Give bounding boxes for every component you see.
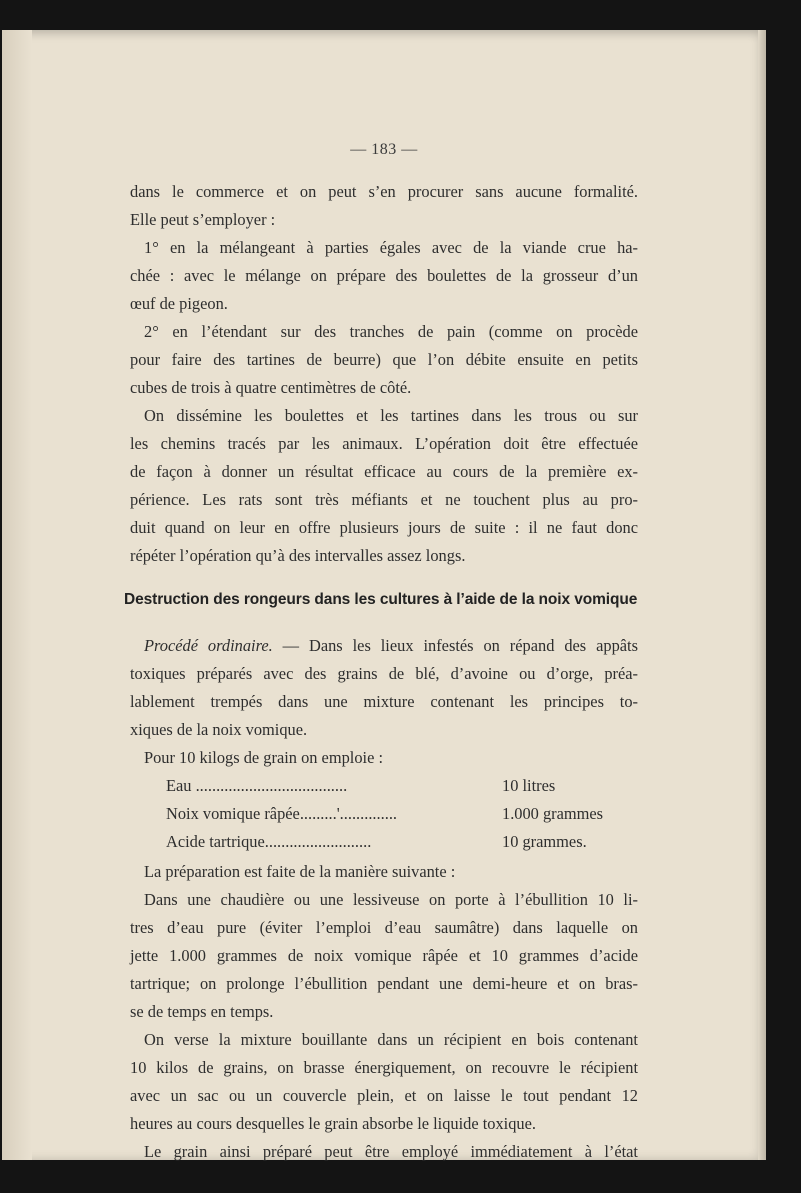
text-line: se de temps en temps. bbox=[130, 1002, 274, 1021]
procedure-label: Procédé ordinaire. bbox=[144, 636, 273, 655]
text-line: de façon à donner un résultat efficace au cours de la première ex- bbox=[130, 462, 638, 481]
text-line: duit quand on leur en offre plusieurs jours de suite : il ne faut donc bbox=[130, 518, 638, 537]
text-span: — Dans les lieux infestés on répand des appâts bbox=[272, 636, 638, 655]
text-line: périence. Les rats sont très méfiants et ne touchent plus au pro- bbox=[130, 490, 638, 509]
text-line: cubes de trois à quatre centimètres de côté. bbox=[130, 378, 412, 397]
recipe-ingredient: Eau ..................................... bbox=[166, 776, 348, 795]
recipe-quantity: 1.000 grammes bbox=[502, 804, 604, 823]
recipe-table bbox=[166, 772, 636, 856]
text-line: On dissémine les boulettes et les tartines dans les trous ou sur bbox=[144, 406, 638, 425]
text-line: chée : avec le mélange on prépare des boulettes de la grosseur d’un bbox=[130, 266, 638, 285]
recipe-quantity: 10 grammes. bbox=[502, 832, 587, 851]
text-line: 2° en l’étendant sur des tranches de pain (comme on procède bbox=[144, 322, 638, 341]
section-heading: Destruction des rongeurs dans les cultures à l’aide de la noix vomique bbox=[124, 591, 638, 608]
text-line: Dans une chaudière ou une lessiveuse on porte à l’ébullition 10 li- bbox=[144, 890, 638, 909]
text-line: 1° en la mélangeant à parties égales avec de la viande crue ha- bbox=[144, 238, 638, 257]
text-line: toxiques préparés avec des grains de blé, d’avoine ou d’orge, préa- bbox=[130, 664, 638, 683]
text-line: tres d’eau pure (éviter l’emploi d’eau saumâtre) dans laquelle on bbox=[130, 918, 638, 937]
text-line: œuf de pigeon. bbox=[130, 294, 228, 313]
text-line: avec un sac ou un couvercle plein, et on laisse le tout pendant 12 bbox=[130, 1086, 638, 1105]
text-line: xiques de la noix vomique. bbox=[130, 720, 308, 739]
recipe-row bbox=[166, 828, 636, 856]
text-line: pour faire des tartines de beurre) que l’on débite ensuite en petits bbox=[130, 350, 638, 369]
recipe-ingredient: Noix vomique râpée.........'.............. bbox=[166, 804, 398, 823]
page-spine-shadow bbox=[2, 30, 32, 1160]
text-line bbox=[130, 632, 638, 660]
page-body bbox=[124, 178, 638, 1166]
text-line: répéter l’opération qu’à des intervalles assez longs. bbox=[130, 546, 466, 565]
text-line: Elle peut s’employer : bbox=[130, 210, 276, 229]
recipe-quantity: 10 litres bbox=[502, 776, 556, 795]
recipe-ingredient: Acide tartrique.......................... bbox=[166, 832, 372, 851]
page-edge-shadow bbox=[758, 30, 766, 1160]
text-line: heures au cours desquelles le grain absorbe le liquide toxique. bbox=[130, 1114, 536, 1133]
text-line: On verse la mixture bouillante dans un récipient en bois contenant bbox=[144, 1030, 638, 1049]
text-line: jette 1.000 grammes de noix vomique râpée et 10 grammes d’acide bbox=[130, 946, 638, 965]
text-line: La préparation est faite de la manière suivante : bbox=[144, 862, 456, 881]
text-line: lablement trempés dans une mixture contenant les principes to- bbox=[130, 692, 638, 711]
text-line: Le grain ainsi préparé peut être employé immédiatement à l’état bbox=[144, 1142, 638, 1161]
text-line: tartrique; on prolonge l’ébullition pendant une demi-heure et on bras- bbox=[130, 974, 638, 993]
text-line: Pour 10 kilogs de grain on emploie : bbox=[144, 748, 384, 767]
page-number: — 183 — bbox=[350, 141, 418, 158]
recipe-row bbox=[166, 800, 636, 828]
recipe-row bbox=[166, 772, 636, 800]
text-line: dans le commerce et on peut s’en procurer sans aucune formalité. bbox=[130, 182, 638, 201]
text-line: 10 kilos de grains, on brasse énergiquement, on recouvre le récipient bbox=[130, 1058, 638, 1077]
text-line: les chemins tracés par les animaux. L’opération doit être effectuée bbox=[130, 434, 638, 453]
book-page bbox=[2, 30, 766, 1160]
